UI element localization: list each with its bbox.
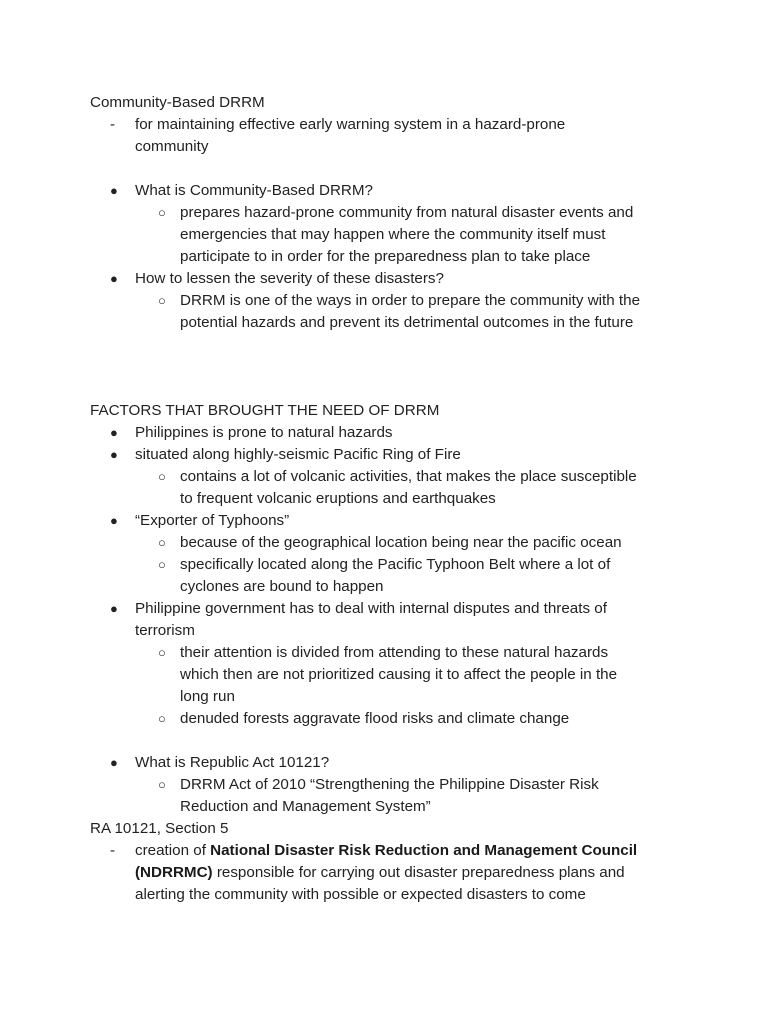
bullet-item bbox=[90, 444, 690, 466]
sub-bullet-continuation: Reduction and Management System” bbox=[180, 798, 431, 815]
sub-bullet-text: DRRM is one of the ways in order to prepare the community with the bbox=[180, 292, 641, 309]
bullet-marker: ● bbox=[110, 513, 118, 528]
section-heading-factors: FACTORS THAT BROUGHT THE NEED OF DRRM bbox=[90, 402, 440, 419]
bold-council-name: National Disaster Risk Reduction and Management Council bbox=[210, 842, 638, 859]
circle-marker: ○ bbox=[158, 711, 166, 726]
bullet-item-continuation: terrorism bbox=[135, 622, 195, 639]
sub-bullet-continuation: cyclones are bound to happen bbox=[180, 578, 384, 595]
bullet-item bbox=[90, 752, 690, 774]
bullet-marker: ● bbox=[110, 271, 118, 286]
sub-bullet-item bbox=[90, 708, 690, 730]
dash-item-continuation: alerting the community with possible or expected disasters to come bbox=[135, 886, 586, 903]
sub-bullet-continuation: which then are not prioritized causing it to affect the people in the bbox=[180, 666, 618, 683]
dash-item-continuation: community bbox=[135, 138, 209, 155]
bullet-item bbox=[90, 268, 690, 290]
bullet-item-text: What is Community-Based DRRM? bbox=[135, 182, 373, 199]
circle-marker: ○ bbox=[158, 205, 166, 220]
circle-marker: ○ bbox=[158, 777, 166, 792]
bullet-item-text: Philippines is prone to natural hazards bbox=[135, 424, 393, 441]
sub-bullet-continuation: emergencies that may happen where the community itself must bbox=[180, 226, 606, 243]
sub-bullet-item bbox=[90, 290, 690, 312]
bullet-item bbox=[90, 422, 690, 444]
sub-bullet-item bbox=[90, 642, 690, 664]
dash-item bbox=[90, 840, 690, 862]
sub-bullet-continuation: long run bbox=[180, 688, 235, 705]
blank-lines bbox=[90, 334, 690, 400]
bullet-marker: ● bbox=[110, 183, 118, 198]
dash-marker: - bbox=[110, 116, 115, 133]
sub-bullet-text: their attention is divided from attending to these natural hazards bbox=[180, 644, 609, 661]
sub-bullet-continuation: potential hazards and prevent its detrimental outcomes in the future bbox=[180, 314, 634, 331]
sub-bullet-text: prepares hazard-prone community from natural disaster events and bbox=[180, 204, 634, 221]
sub-bullet-continuation: participate to in order for the preparedness plan to take place bbox=[180, 248, 591, 265]
sub-bullet-text: contains a lot of volcanic activities, that makes the place susceptible bbox=[180, 468, 637, 485]
blank-line bbox=[90, 730, 690, 752]
dash-item-text: for maintaining effective early warning system in a hazard-prone bbox=[135, 116, 566, 133]
bullet-item bbox=[90, 180, 690, 202]
circle-marker: ○ bbox=[158, 469, 166, 484]
dash-item-prefix: creation of bbox=[135, 842, 211, 859]
dash-marker: - bbox=[110, 842, 115, 859]
bold-acronym: (NDRRMC) bbox=[135, 864, 213, 881]
bullet-marker: ● bbox=[110, 447, 118, 462]
circle-marker: ○ bbox=[158, 645, 166, 660]
bullet-item-text: How to lessen the severity of these disasters? bbox=[135, 270, 444, 287]
sub-bullet-item bbox=[90, 774, 690, 796]
sub-bullet-item bbox=[90, 554, 690, 576]
section-heading-ra-10121: RA 10121, Section 5 bbox=[90, 820, 229, 837]
bullet-marker: ● bbox=[110, 755, 118, 770]
bullet-item bbox=[90, 510, 690, 532]
sub-bullet-text: DRRM Act of 2010 “Strengthening the Philippine Disaster Risk bbox=[180, 776, 599, 793]
dash-item-text: responsible for carrying out disaster preparedness plans and bbox=[212, 864, 625, 881]
bullet-item-text: “Exporter of Typhoons” bbox=[135, 512, 290, 529]
sub-bullet-item bbox=[90, 202, 690, 224]
bullet-marker: ● bbox=[110, 425, 118, 440]
bullet-item-text: situated along highly-seismic Pacific Ring of Fire bbox=[135, 446, 461, 463]
bullet-marker: ● bbox=[110, 601, 118, 616]
sub-bullet-text: because of the geographical location being near the pacific ocean bbox=[180, 534, 622, 551]
bullet-item-text: Philippine government has to deal with internal disputes and threats of bbox=[135, 600, 607, 617]
sub-bullet-text: denuded forests aggravate flood risks and climate change bbox=[180, 710, 570, 727]
circle-marker: ○ bbox=[158, 557, 166, 572]
circle-marker: ○ bbox=[158, 293, 166, 308]
bullet-item-text: What is Republic Act 10121? bbox=[135, 754, 330, 771]
dash-item bbox=[90, 114, 690, 136]
bullet-item bbox=[90, 598, 690, 620]
circle-marker: ○ bbox=[158, 535, 166, 550]
blank-line bbox=[90, 158, 690, 180]
sub-bullet-item bbox=[90, 532, 690, 554]
dash-item-continuation bbox=[90, 862, 690, 884]
sub-bullet-item bbox=[90, 466, 690, 488]
sub-bullet-text: specifically located along the Pacific Typhoon Belt where a lot of bbox=[180, 556, 611, 573]
section-heading-community-based-drrm: Community-Based DRRM bbox=[90, 94, 265, 111]
sub-bullet-continuation: to frequent volcanic eruptions and earthquakes bbox=[180, 490, 496, 507]
document-page bbox=[90, 92, 690, 906]
